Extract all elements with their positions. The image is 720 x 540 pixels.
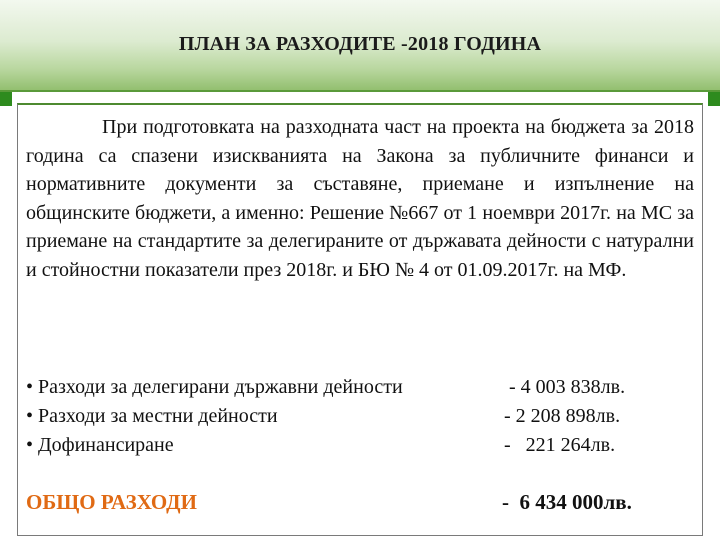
total-row <box>26 487 694 517</box>
item-label: • Разходи за делегирани държавни дейности <box>26 376 403 398</box>
total-value: - 6 434 000лв. <box>502 490 632 514</box>
list-item <box>26 373 694 401</box>
list-item <box>26 402 694 430</box>
item-value: - 221 264лв. <box>504 434 616 456</box>
page-title: ПЛАН ЗА РАЗХОДИТЕ -2018 ГОДИНА <box>178 33 542 55</box>
intro-paragraph: При подготовката на разходната част на проекта на бюджета за 2018 година са спазени изискванията на Закона за публичните финанси и нормативните документи за съставяне, приемане и изпълнение на общинските бюджети, а именно: Решение №667 от 1 ноември 2017г. на МС за приемане на стандартите за делегираните от държавата дейности с натурални и стойностни показатели през 2018г. и БЮ № 4 от 01.09.2017г. на МФ. <box>26 116 694 281</box>
item-value: - 2 208 898лв. <box>504 405 621 427</box>
right-accent-bar <box>708 92 720 106</box>
item-value: - 4 003 838лв. <box>504 376 626 398</box>
total-label: ОБЩО РАЗХОДИ <box>26 490 197 514</box>
content-box <box>17 103 703 536</box>
left-accent-bar <box>0 92 12 106</box>
item-label: • Дофинансиране <box>26 434 174 456</box>
item-label: • Разходи за местни дейности <box>26 405 278 427</box>
header-banner <box>0 0 720 92</box>
list-item <box>26 431 694 459</box>
header-divider <box>0 90 720 92</box>
